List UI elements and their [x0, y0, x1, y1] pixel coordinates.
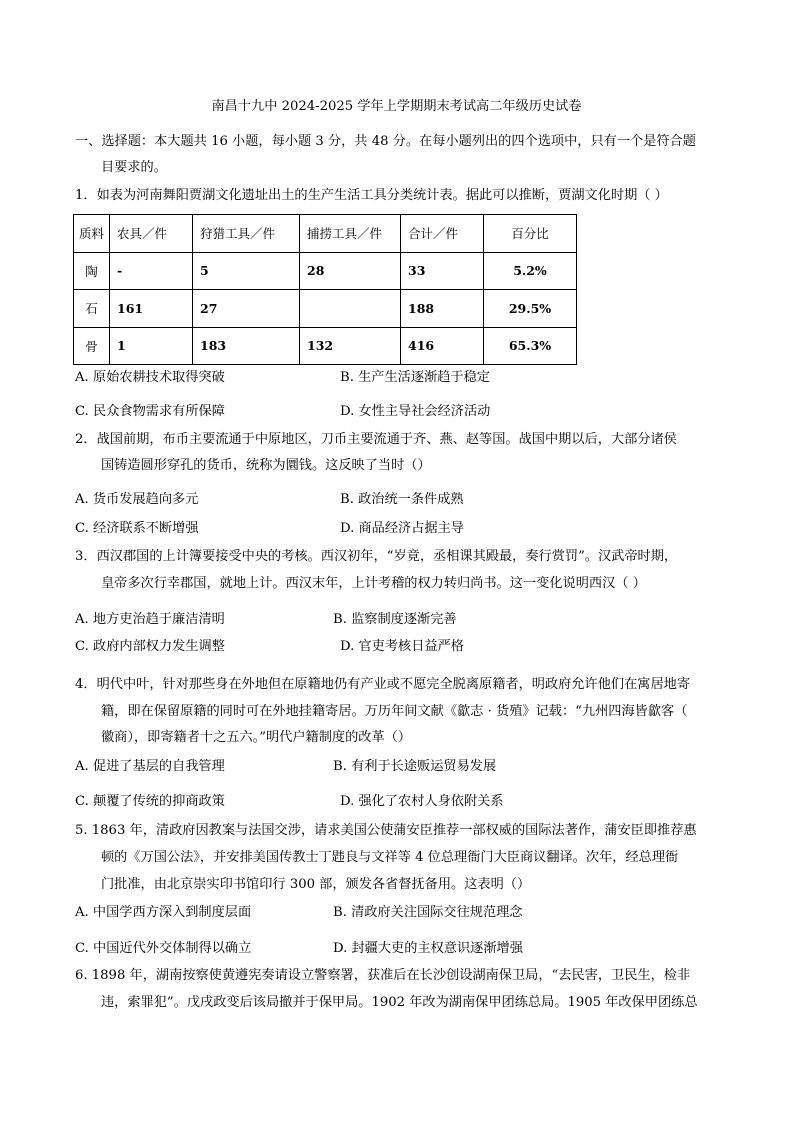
table-cell: - [110, 252, 193, 290]
table-cell: 陶 [74, 252, 110, 290]
table-cell: 188 [401, 290, 484, 328]
table-cell: 33 [401, 252, 484, 290]
table-cell: 161 [110, 290, 193, 328]
table-row [74, 290, 577, 328]
table-header-cell: 狩猎工具／件 [193, 215, 300, 253]
table-header-cell: 百分比 [484, 215, 577, 253]
table-cell: 5 [193, 252, 300, 290]
table-cell: 石 [74, 290, 110, 328]
q2-option-c: C. 经济联系不断增强 [75, 521, 199, 536]
q1-option-d: D. 女性主导社会经济活动 [340, 404, 491, 419]
table-cell: 183 [193, 327, 300, 365]
table-cell: 骨 [74, 327, 110, 365]
section-heading-line1: 一、选择题：本大题共 16 小题，每小题 3 分，共 48 分。在每小题列出的四个选项中，只有一个是符合题 [75, 134, 696, 149]
q2-option-d: D. 商品经济占据主导 [340, 521, 464, 536]
table-cell: 27 [193, 290, 300, 328]
q1-stem: 1．如表为河南舞阳贾湖文化遗址出土的生产生活工具分类统计表。据此可以推断，贾湖文化时期（ ） [75, 188, 668, 203]
q5-option-c: C. 中国近代外交体制得以确立 [75, 941, 252, 956]
q6-stem-line1: 6. 1898 年，湖南按察使黄遵宪奏请设立警察署，获准后在长沙创设湖南保卫局，“去民害，卫民生，检非 [75, 968, 691, 983]
q2-stem-line2: 国铸造圆形穿孔的货币，统称为圜钱。这反映了当时（） [101, 458, 431, 473]
table-cell: 28 [300, 252, 401, 290]
section-heading-line2: 目要求的。 [101, 160, 167, 175]
table-cell: 65.3% [484, 327, 577, 365]
q2-option-a: A. 货币发展趋向多元 [75, 492, 199, 507]
document-title: 南昌十九中 2024-2025 学年上学期期末考试高二年级历史试卷 [211, 99, 582, 114]
q2-stem-line1: 2．战国前期，布币主要流通于中原地区，刀币主要流通于齐、燕、赵等国。战国中期以后，大部分诸侯 [75, 432, 677, 447]
table-header-cell: 质料 [74, 215, 110, 253]
q4-stem-line1: 4．明代中叶，针对那些身在外地但在原籍地仍有产业或不愿完全脱离原籍者，明政府允许他们在寓居地寄 [75, 677, 691, 692]
table-row [74, 252, 577, 290]
q4-option-c: C. 颠覆了传统的抑商政策 [75, 794, 225, 809]
q4-option-a: A. 促进了基层的自我管理 [75, 759, 225, 774]
table-header-cell: 合计／件 [401, 215, 484, 253]
table-cell [300, 290, 401, 328]
q3-option-a: A. 地方吏治趋于廉洁清明 [75, 612, 225, 627]
table-cell: 132 [300, 327, 401, 365]
q3-option-c: C. 政府内部权力发生调整 [75, 639, 225, 654]
q5-option-b: B. 清政府关注国际交往规范理念 [333, 905, 523, 920]
table-row [74, 327, 577, 365]
q5-option-d: D. 封疆大吏的主权意识逐渐增强 [333, 941, 523, 956]
q1-option-c: C. 民众食物需求有所保障 [75, 404, 225, 419]
q1-option-b: B. 生产生活逐渐趋于稳定 [340, 370, 490, 385]
table-header-cell: 农具／件 [110, 215, 193, 253]
table-cell: 1 [110, 327, 193, 365]
q4-option-b: B. 有利于长途贩运贸易发展 [333, 759, 497, 774]
q6-stem-line2: 违，索罪犯”。戊戌政变后该局撤并于保甲局。1902 年改为湖南保甲团练总局。1905 年改保甲团练总 [101, 995, 698, 1010]
q5-stem-line3: 门批准，由北京崇实印书馆印行 300 部，颁发各省督抚备用。这表明（） [101, 877, 531, 892]
q3-option-d: D. 官吏考核日益严格 [340, 639, 464, 654]
q5-stem-line1: 5. 1863 年，清政府因教案与法国交涉，请求美国公使蒲安臣推荐一部权威的国际法著作，蒲安臣即推荐惠 [75, 823, 697, 838]
q3-stem-line2: 皇帝多次行幸郡国，就地上计。西汉末年，上计考稽的权力转归尚书。这一变化说明西汉（ ） [101, 576, 646, 591]
q2-option-b: B. 政治统一条件成熟 [340, 492, 464, 507]
q4-stem-line3: 徽商），即寄籍者十之五六。”明代户籍制度的改革（） [101, 730, 412, 745]
q4-option-d: D. 强化了农村人身依附关系 [340, 794, 504, 809]
q4-stem-line2: 籍，即在保留原籍的同时可在外地挂籍寄居。万历年间文献《歙志 · 货殖》记载：“九州四海皆歙客（ [101, 704, 688, 719]
q1-option-a: A. 原始农耕技术取得突破 [75, 370, 225, 385]
q3-stem-line1: 3．西汉郡国的上计簿要接受中央的考核。西汉初年，“岁竟，丞相课其殿最，奏行赏罚”。汉武帝时期， [75, 549, 678, 564]
table-cell: 416 [401, 327, 484, 365]
table-cell: 5.2% [484, 252, 577, 290]
q5-option-a: A. 中国学西方深入到制度层面 [75, 905, 252, 920]
q5-stem-line2: 顿的《万国公法》，并安排美国传教士丁韪良与文祥等 4 位总理衙门大臣商议翻译。次年，经总理衙 [101, 850, 679, 865]
tool-statistics-table [73, 214, 577, 365]
table-header-row [74, 215, 577, 253]
table-header-cell: 捕捞工具／件 [300, 215, 401, 253]
q3-option-b: B. 监察制度逐渐完善 [333, 612, 457, 627]
table-cell: 29.5% [484, 290, 577, 328]
